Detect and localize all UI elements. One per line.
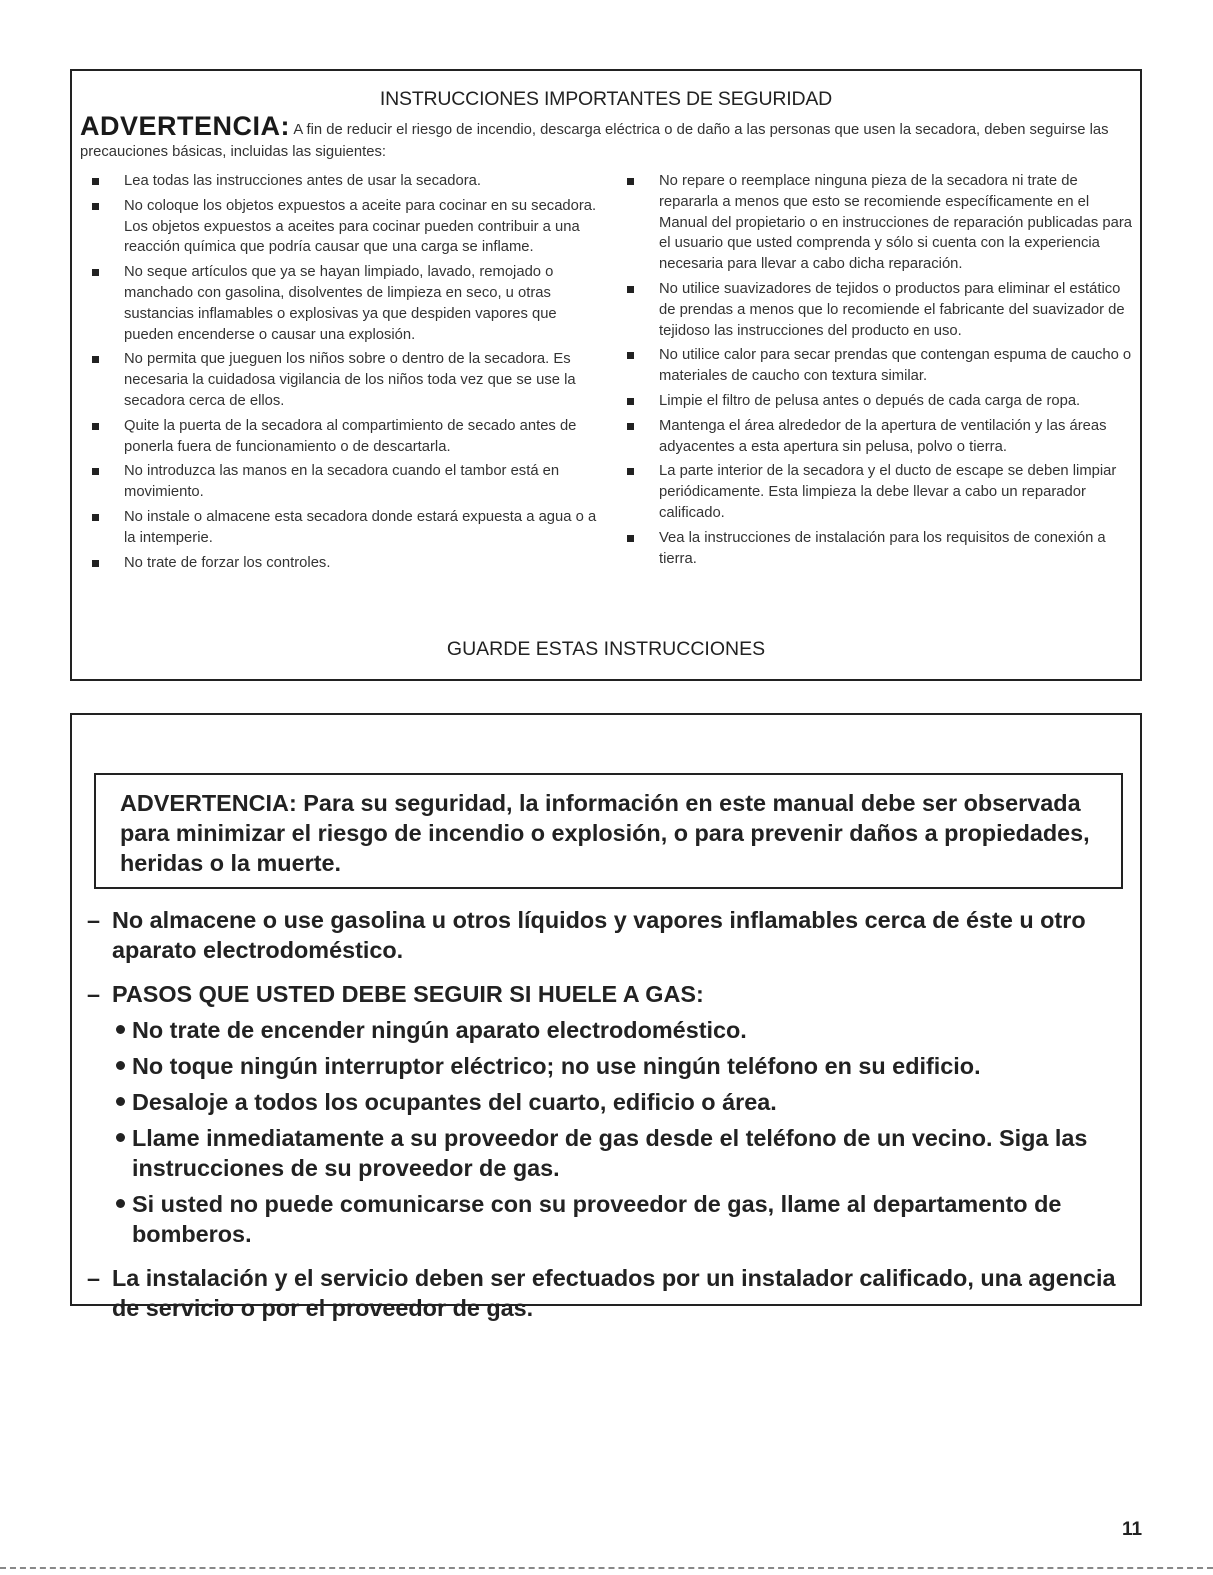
gas-steps-section (84, 979, 1134, 1249)
list-item: Si usted no puede comunicarse con su proveedor de gas, llame al departamento de bomberos. (112, 1189, 1134, 1249)
list-item: Quite la puerta de la secadora al compartimiento de secado antes de ponerla fuera de funcionamiento o de descartarla. (88, 416, 598, 458)
dash-icon: – (87, 907, 101, 933)
list-item: La parte interior de la secadora y el ducto de escape se deben limpiar periódicamente. Esta limpieza la debe llevar a cabo un reparador calificado. (623, 461, 1139, 523)
left-column (88, 171, 598, 577)
square-bullet-icon (92, 514, 99, 521)
list-item: No toque ningún interruptor eléctrico; no use ningún teléfono en su edificio. (112, 1051, 1134, 1081)
square-bullet-icon (92, 468, 99, 475)
list-item: No utilice calor para secar prendas que contengan espuma de caucho o materiales de caucho con textura similar. (623, 345, 1139, 387)
dot-bullet-icon (116, 1025, 125, 1034)
square-bullet-icon (627, 286, 634, 293)
dot-bullet-icon (116, 1133, 125, 1142)
list-item: Vea la instrucciones de instalación para los requisitos de conexión a tierra. (623, 528, 1139, 570)
warning-word: ADVERTENCIA: (80, 111, 291, 141)
safety-title: INSTRUCCIONES IMPORTANTES DE SEGURIDAD (379, 88, 833, 110)
square-bullet-icon (92, 178, 99, 185)
save-instructions-footer: GUARDE ESTAS INSTRUCCIONES (446, 638, 766, 660)
list-item: Lea todas las instrucciones antes de usar la secadora. (88, 171, 598, 192)
gas-steps-list (112, 1015, 1134, 1249)
gas-warning-list (84, 905, 1134, 1337)
intro-text: A fin de reducir el riesgo de incendio, descarga eléctrica o de daño a las personas que usen la secadora, deben seguirse las precauciones básicas, incluidas las siguientes: (80, 122, 1109, 160)
list-item: Llame inmediatamente a su proveedor de gas desde el teléfono de un vecino. Siga las instrucciones de su proveedor de gas. (112, 1123, 1134, 1183)
list-item: No trate de encender ningún aparato electrodoméstico. (112, 1015, 1134, 1045)
list-item: No introduzca las manos en la secadora cuando el tambor está en movimiento. (88, 461, 598, 503)
square-bullet-icon (627, 178, 634, 185)
gas-warning-item: – La instalación y el servicio deben ser efectuados por un instalador calificado, una agencia de servicio o por el proveedor de gas. (87, 1265, 1116, 1321)
square-bullet-icon (92, 356, 99, 363)
list-item: No seque artículos que ya se hayan limpiado, lavado, remojado o manchado con gasolina, disolventes de limpieza en seco, u otras sustancias inflamables o explosivas ya que despiden vapores que pueden encenderse o causar una explosión. (88, 262, 598, 345)
dot-bullet-icon (116, 1097, 125, 1106)
square-bullet-icon (92, 560, 99, 567)
gas-warning-callout: ADVERTENCIA: Para su seguridad, la información en este manual debe ser observada para minimizar el riesgo de incendio o explosión, o para prevenir daños a propiedades, heridas o la muerte. (94, 773, 1123, 889)
square-bullet-icon (92, 269, 99, 276)
safety-intro (80, 111, 1130, 163)
dash-icon: – (87, 1265, 101, 1291)
safety-instructions-box (70, 69, 1142, 681)
list-item: No repare o reemplace ninguna pieza de la secadora ni trate de repararla a menos que esto se recomiende específicamente en el Manual del propietario o en instrucciones de reparación publicadas para el usuario que usted comprenda y sólo si cuenta con la experiencia necesaria para llevar a cabo dicha reparación. (623, 171, 1139, 275)
square-bullet-icon (627, 468, 634, 475)
right-column (623, 171, 1139, 573)
page-number: 11 (1122, 1519, 1143, 1540)
square-bullet-icon (627, 423, 634, 430)
list-item: Desaloje a todos los ocupantes del cuarto, edificio o área. (112, 1087, 1134, 1117)
square-bullet-icon (92, 423, 99, 430)
list-item: No coloque los objetos expuestos a aceite para cocinar en su secadora. Los objetos expuestos a aceites para cocinar pueden contribuir a una reacción química que podría causar que una carga se inflame. (88, 196, 598, 258)
gas-steps-heading: PASOS QUE USTED DEBE SEGUIR SI HUELE A GAS: (112, 981, 704, 1007)
square-bullet-icon (627, 398, 634, 405)
gas-warning-item: – No almacene o use gasolina u otros líquidos y vapores inflamables cerca de éste u otro aparato electrodoméstico. (87, 907, 1086, 963)
page-bottom-divider (0, 1567, 1213, 1569)
gas-warning-box (70, 713, 1142, 1321)
list-item: Limpie el filtro de pelusa antes o depués de cada carga de ropa. (623, 391, 1139, 412)
list-item: Mantenga el área alrededor de la apertura de ventilación y las áreas adyacentes a esta apertura sin pelusa, polvo o tierra. (623, 416, 1139, 458)
list-item: No utilice suavizadores de tejidos o productos para eliminar el estático de prendas a menos que lo recomiende el fabricante del suavizador de tejidoso las instrucciones del producto en uso. (623, 279, 1139, 341)
list-item: No instale o almacene esta secadora donde estará expuesta a agua o a la intemperie. (88, 507, 598, 549)
list-item: No trate de forzar los controles. (88, 553, 598, 574)
square-bullet-icon (627, 535, 634, 542)
square-bullet-icon (627, 352, 634, 359)
dot-bullet-icon (116, 1061, 125, 1070)
list-item: No permita que jueguen los niños sobre o dentro de la secadora. Es necesaria la cuidadosa vigilancia de los niños toda vez que se use la secadora cerca de ellos. (88, 349, 598, 411)
dash-icon: – (87, 981, 101, 1007)
square-bullet-icon (92, 203, 99, 210)
dot-bullet-icon (116, 1199, 125, 1208)
